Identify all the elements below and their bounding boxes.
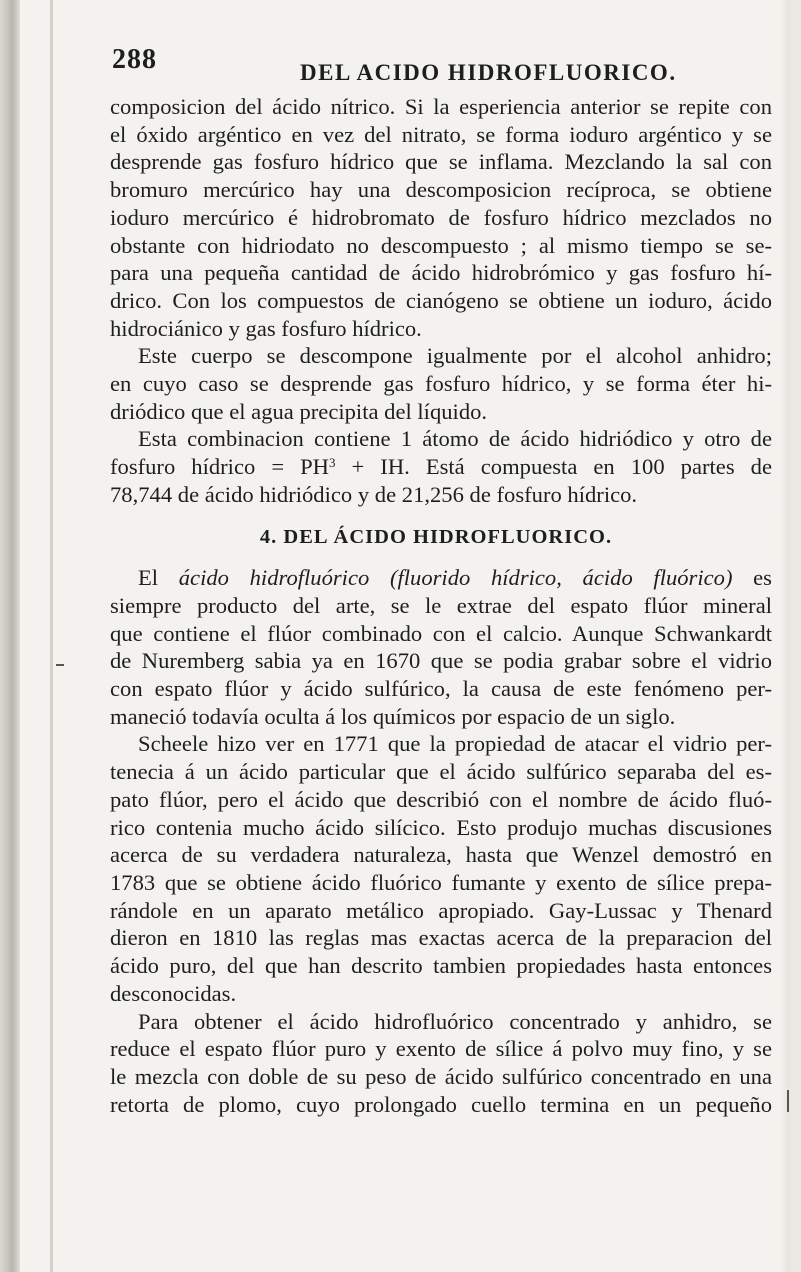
- formula-text-after: + IH. Está compuesta en 100 partes de: [335, 454, 772, 480]
- margin-mark-right: [787, 1090, 789, 1112]
- text-line: drico. Con los compuestos de cianógeno se obtiene un ioduro, ácido: [110, 287, 772, 313]
- paragraph-6: [110, 1008, 772, 1119]
- text-line: 1783 que se obtiene ácido fluórico fumante y exento de sílice prepa-: [110, 869, 772, 895]
- book-spine-edge: [0, 0, 22, 1272]
- text-line: rándole en un aparato metálico apropiado. Gay-Lussac y Thenard: [110, 897, 772, 923]
- text-line: siempre producto del arte, se le extrae del espato flúor mineral: [110, 592, 772, 618]
- text-line: retorta de plomo, cuyo prolongado cuello termina en un pequeño: [110, 1091, 772, 1117]
- text-line: Para obtener el ácido hidrofluórico concentrado y anhidro, se: [138, 1008, 772, 1034]
- paragraph-4: [110, 564, 772, 730]
- text-line: en cuyo caso se desprende gas fosfuro hídrico, y se forma éter hi-: [110, 371, 772, 397]
- formula-superscript: 3: [328, 455, 336, 471]
- margin-mark: [56, 664, 64, 666]
- text-line: rico contenia mucho ácido silícico. Esto produjo muchas discusiones: [110, 814, 772, 840]
- text-line: ioduro mercúrico é hidrobromato de fosfuro hídrico mezclados no: [110, 204, 772, 230]
- body-text: [110, 93, 772, 1118]
- formula-line: [110, 453, 772, 481]
- text-line: bromuro mercúrico hay una descomposicion recíproca, se obtiene: [110, 177, 772, 203]
- text-line: que contiene el flúor combinado con el calcio. Aunque Schwankardt: [110, 620, 772, 646]
- lead-text: El: [138, 565, 179, 591]
- formula-text: fosfuro hídrico = PH: [110, 454, 329, 480]
- text-line: reduce el espato flúor puro y exento de sílice á polvo muy fino, y se: [110, 1036, 772, 1062]
- trail-text: es: [732, 565, 772, 591]
- text-line: maneció todavía oculta á los químicos por espacio de un siglo.: [110, 703, 676, 729]
- text-line: 78,744 de ácido hidriódico y de 21,256 de fosfuro hídrico.: [110, 481, 638, 507]
- page-fold-line: [50, 0, 53, 1272]
- paragraph-3: [110, 425, 772, 508]
- text-line: driódico que el agua precipita del líquido.: [110, 398, 488, 424]
- text-line: Scheele hizo ver en 1771 que la propiedad de atacar el vidrio per-: [138, 731, 772, 757]
- text-line: hidrociánico y gas fosfuro hídrico.: [110, 315, 422, 341]
- text-line: Esta combinacion contiene 1 átomo de ácido hidriódico y otro de: [138, 426, 772, 452]
- text-line: desprende gas fosfuro hídrico que se inflama. Mezclando la sal con: [110, 149, 772, 175]
- text-line: pato flúor, pero el ácido que describió con el nombre de ácido fluó-: [110, 786, 772, 812]
- text-line: le mezcla con doble de su peso de ácido sulfúrico concentrado en una: [110, 1063, 772, 1089]
- text-line: Este cuerpo se descompone igualmente por el alcohol anhidro;: [138, 343, 772, 369]
- text-line: desconocidas.: [110, 980, 237, 1006]
- text-line: de Nuremberg sabia ya en 1670 que se podia grabar sobre el vidrio: [110, 648, 772, 674]
- running-head: DEL ACIDO HIDROFLUORICO.: [300, 60, 677, 85]
- section-heading: 4. DEL ÁCIDO HIDROFLUORICO.: [259, 525, 613, 548]
- text-line: tenecia á un ácido particular que el ácido sulfúrico separaba del es-: [110, 759, 772, 785]
- text-line: el óxido argéntico en vez del nitrato, se forma ioduro argéntico y se: [110, 121, 772, 147]
- page-number: 288: [112, 44, 157, 75]
- text-line-with-italic: [110, 564, 772, 592]
- page-right-edge: [780, 0, 790, 1272]
- text-line: para una pequeña cantidad de ácido hidrobrómico y gas fosfuro hí-: [110, 260, 772, 286]
- paragraph-1: [110, 93, 772, 342]
- text-line: obstante con hidriodato no descompuesto ; al mismo tiempo se se-: [110, 232, 772, 258]
- text-line: ácido puro, del que han descrito tambien propiedades hasta entonces: [110, 953, 772, 979]
- page-header: [112, 44, 772, 84]
- text-line: con espato flúor y ácido sulfúrico, la causa de este fenómeno per-: [110, 676, 772, 702]
- paragraph-2: [110, 342, 772, 425]
- text-line: acerca de su verdadera naturaleza, hasta que Wenzel demostró en: [110, 842, 772, 868]
- paragraph-5: [110, 730, 772, 1007]
- text-line: composicion del ácido nítrico. Si la esperiencia anterior se repite con: [110, 94, 772, 119]
- italic-term: ácido hidrofluórico (fluorido hídrico, ácido fluórico): [178, 565, 733, 591]
- text-line: dieron en 1810 las reglas mas exactas acerca de la preparacion del: [110, 925, 772, 951]
